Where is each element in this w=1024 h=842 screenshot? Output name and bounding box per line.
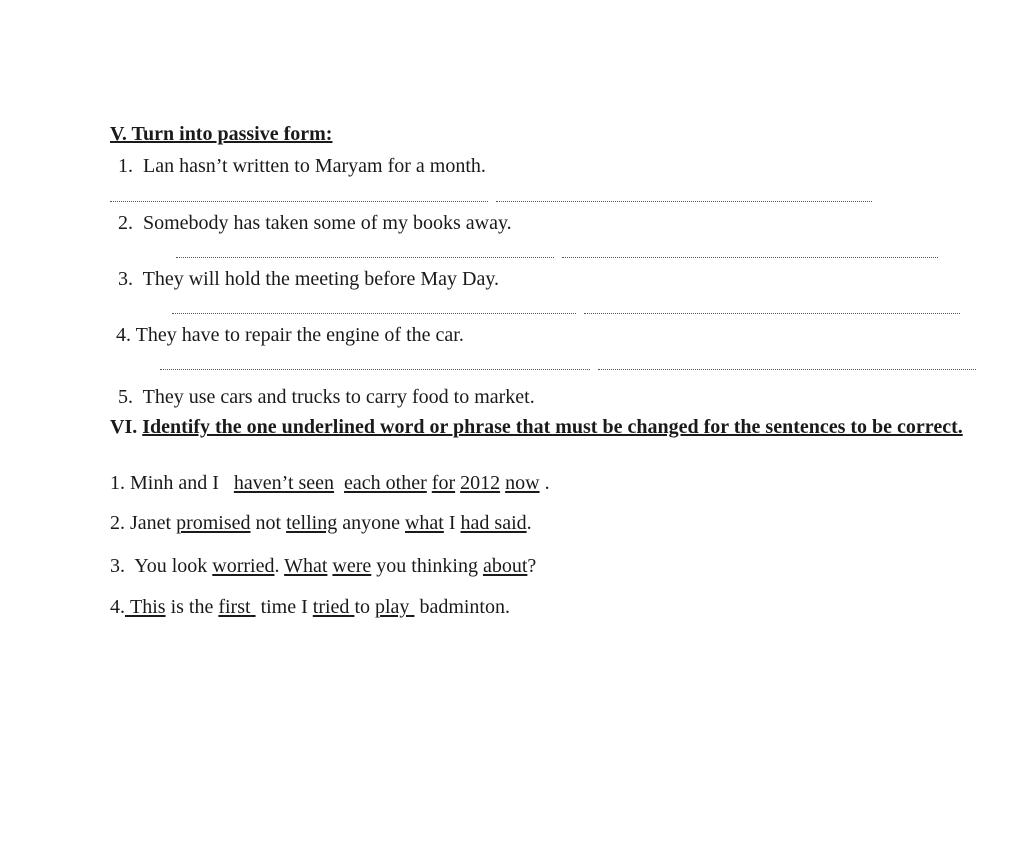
plain-text: You look: [134, 555, 208, 577]
item-sentence: They use cars and trucks to carry food to market.: [142, 386, 535, 408]
item-number: 2.: [110, 512, 125, 534]
punctuation: .: [526, 512, 532, 534]
item-sentence: They will hold the meeting before May Day.: [142, 268, 500, 290]
plain-text: Minh and I: [130, 472, 219, 494]
underlined-option-d: about: [482, 555, 528, 577]
plain-text: not: [255, 512, 282, 534]
item-number: 4.: [116, 324, 131, 346]
underlined-option-d: 2012: [460, 472, 501, 494]
underlined-option-c: tried: [312, 596, 350, 618]
underlined-option-a: haven’t seen: [233, 472, 335, 494]
section-6-title: Identify the one underlined word or phrase that must be changed for the sentences to be correct.: [142, 416, 963, 438]
section-6-item-2: [110, 512, 532, 535]
underlined-option-a: worried: [212, 555, 275, 577]
item-sentence: They have to repair the engine of the car.: [135, 324, 464, 346]
answer-line: [110, 201, 488, 202]
item-number: 3.: [110, 555, 125, 577]
section-6-item-4: [110, 596, 510, 619]
plain-text: you thinking: [376, 555, 478, 577]
underlined-option-a: This: [130, 596, 166, 618]
underlined-option-a: promised: [176, 512, 251, 534]
underlined-option-b: first: [218, 596, 251, 618]
punctuation: .: [544, 472, 550, 494]
item-number: 1.: [110, 472, 125, 494]
plain-text: badminton.: [419, 596, 510, 618]
section-6-item-1: [110, 472, 550, 495]
section-6-item-3: [110, 555, 536, 578]
plain-text: is the: [170, 596, 214, 618]
plain-text: anyone: [342, 512, 400, 534]
underlined-option-e: now: [505, 472, 540, 494]
underlined-option-d: had said: [460, 512, 527, 534]
section-5-item-3: [118, 268, 499, 291]
item-number: 3.: [118, 268, 133, 290]
underlined-option-b: each other: [344, 472, 427, 494]
section-6-heading: [110, 414, 990, 441]
section-6-label: VI.: [110, 416, 138, 438]
item-number: 5.: [118, 386, 133, 408]
underlined-option-c: for: [431, 472, 456, 494]
item-number: 2.: [118, 212, 133, 234]
section-5-item-2: [118, 212, 512, 235]
section-5-heading: V. Turn into passive form:: [110, 123, 333, 145]
item-number: 4.: [110, 596, 125, 618]
punctuation: .: [274, 555, 280, 577]
plain-text: Janet: [130, 512, 172, 534]
punctuation: ?: [527, 555, 537, 577]
underlined-option-b: What: [284, 555, 328, 577]
plain-text: I: [448, 512, 456, 534]
underlined-option-c: were: [332, 555, 372, 577]
answer-line: [598, 369, 976, 370]
answer-line: [584, 313, 960, 314]
underlined-option-b: telling: [286, 512, 338, 534]
answer-line: [160, 369, 590, 370]
item-sentence: Somebody has taken some of my books away.: [143, 212, 512, 234]
item-number: 1.: [118, 155, 133, 177]
plain-text: to: [354, 596, 370, 618]
plain-text: time I: [260, 596, 308, 618]
section-5-item-1: [118, 155, 486, 178]
section-5-item-4: [116, 324, 464, 347]
item-sentence: Lan hasn’t written to Maryam for a month.: [143, 155, 486, 177]
underlined-option-d: play: [375, 596, 410, 618]
underlined-option-c: what: [404, 512, 444, 534]
answer-line: [176, 257, 554, 258]
section-5-item-5: [118, 386, 535, 409]
answer-line: [562, 257, 938, 258]
answer-line: [172, 313, 576, 314]
answer-line: [496, 201, 872, 202]
